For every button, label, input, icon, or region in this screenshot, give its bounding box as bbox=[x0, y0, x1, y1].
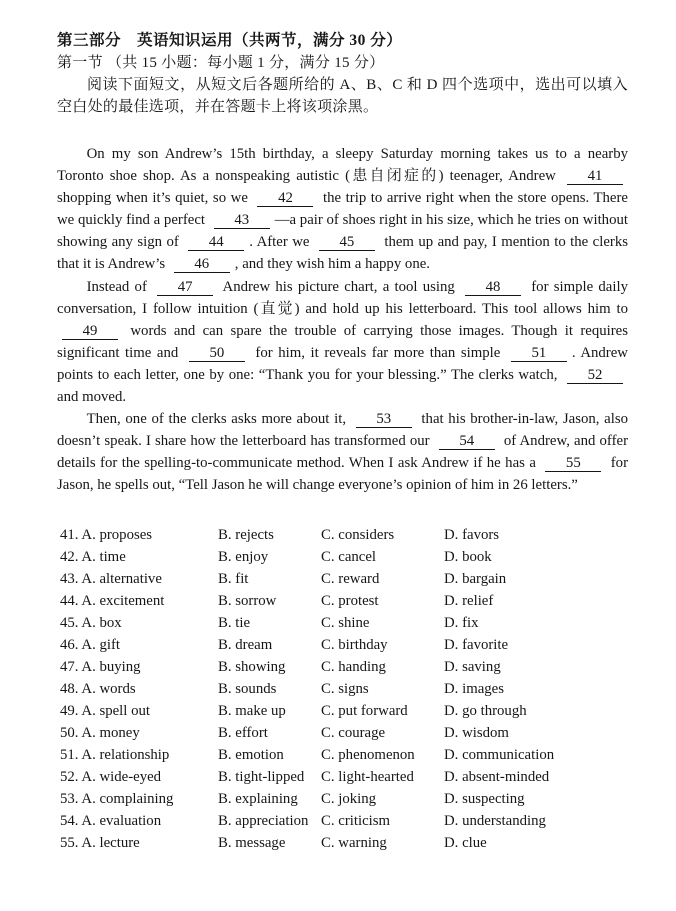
option-52-B: B. tight-lipped bbox=[218, 768, 305, 785]
blank-50: 50 bbox=[189, 345, 245, 362]
option-47-A: 47. A. buying bbox=[60, 658, 141, 675]
option-43-B: B. fit bbox=[218, 570, 249, 587]
option-45-D: D. fix bbox=[444, 614, 479, 631]
option-45-B: B. tie bbox=[218, 614, 251, 631]
question-row-46 bbox=[60, 634, 628, 656]
question-row-55 bbox=[60, 832, 628, 854]
option-49-C: C. put forward bbox=[321, 702, 408, 719]
question-row-52 bbox=[60, 766, 628, 788]
blank-49: 49 bbox=[62, 323, 118, 340]
option-43-D: D. bargain bbox=[444, 570, 507, 587]
option-41-D: D. favors bbox=[444, 526, 500, 543]
option-52-D: D. absent-minded bbox=[444, 768, 550, 785]
option-42-C: C. cancel bbox=[321, 548, 377, 565]
option-55-A: 55. A. lecture bbox=[60, 834, 140, 851]
option-50-B: B. effort bbox=[218, 724, 268, 741]
option-45-A: 45. A. box bbox=[60, 614, 122, 631]
blank-53: 53 bbox=[356, 411, 412, 428]
option-44-D: D. relief bbox=[444, 592, 494, 609]
option-46-B: B. dream bbox=[218, 636, 273, 653]
part-heading: 第三部分 英语知识运用（共两节，满分 30 分） bbox=[57, 32, 403, 49]
option-49-D: D. go through bbox=[444, 702, 527, 719]
option-48-B: B. sounds bbox=[218, 680, 277, 697]
passage bbox=[57, 143, 628, 497]
blank-46: 46 bbox=[174, 256, 230, 273]
option-55-D: D. clue bbox=[444, 834, 487, 851]
option-46-C: C. birthday bbox=[321, 636, 388, 653]
option-53-A: 53. A. complaining bbox=[60, 790, 174, 807]
blank-42: 42 bbox=[257, 190, 313, 207]
option-51-A: 51. A. relationship bbox=[60, 746, 170, 763]
question-row-45 bbox=[60, 612, 628, 634]
option-43-C: C. reward bbox=[321, 570, 380, 587]
option-50-A: 50. A. money bbox=[60, 724, 140, 741]
option-41-A: 41. A. proposes bbox=[60, 526, 153, 543]
question-row-44 bbox=[60, 590, 628, 612]
option-51-B: B. emotion bbox=[218, 746, 284, 763]
option-42-A: 42. A. time bbox=[60, 548, 126, 565]
option-53-D: D. suspecting bbox=[444, 790, 525, 807]
option-42-B: B. enjoy bbox=[218, 548, 269, 565]
option-45-C: C. shine bbox=[321, 614, 370, 631]
blank-51: 51 bbox=[511, 345, 567, 362]
blank-54: 54 bbox=[439, 433, 495, 450]
blank-43: 43 bbox=[214, 212, 270, 229]
option-47-D: D. saving bbox=[444, 658, 501, 675]
option-41-C: C. considers bbox=[321, 526, 395, 543]
option-52-A: 52. A. wide-eyed bbox=[60, 768, 162, 785]
blank-45: 45 bbox=[319, 234, 375, 251]
option-46-D: D. favorite bbox=[444, 636, 509, 653]
option-48-C: C. signs bbox=[321, 680, 369, 697]
option-53-B: B. explaining bbox=[218, 790, 298, 807]
option-54-A: 54. A. evaluation bbox=[60, 812, 162, 829]
option-44-B: B. sorrow bbox=[218, 592, 277, 609]
option-47-B: B. showing bbox=[218, 658, 286, 675]
section-heading: 第一节 （共 15 小题：每小题 1 分，满分 15 分） bbox=[57, 55, 385, 71]
option-47-C: C. handing bbox=[321, 658, 386, 675]
blank-55: 55 bbox=[545, 455, 601, 472]
option-54-B: B. appreciation bbox=[218, 812, 309, 829]
option-44-C: C. protest bbox=[321, 592, 379, 609]
passage-paragraph: Then, one of the clerks asks more about it, 53 that his brother-in-law, Jason, also doesn’t speak. I share how the letterboard has transformed our 54 of Andrew, and offer details for the spelling-to-communicate method. When I ask Andrew if he has a 55 for Jason, he spells out, “Tell Jason he will change everyone’s opinion of him in 26 letters.” bbox=[57, 411, 629, 494]
option-54-D: D. understanding bbox=[444, 812, 546, 829]
passage-paragraph: Instead of 47 Andrew his picture chart, a tool using 48 for simple daily conversation, I follow intuition (直觉) and hold up his letterboard. This tool allows him to 49 words and can spare the trouble of carrying those images. Though it requires significant time and 50 for him, it reveals far more than simple 51 . Andrew points to each letter, one by one: “Thank you for your blessing.” The clerks watch, 52 and moved. bbox=[57, 278, 628, 406]
blank-47: 47 bbox=[157, 279, 213, 296]
option-53-C: C. joking bbox=[321, 790, 377, 807]
blank-52: 52 bbox=[567, 367, 623, 384]
option-54-C: C. criticism bbox=[321, 812, 391, 829]
option-51-C: C. phenomenon bbox=[321, 746, 415, 763]
question-row-43 bbox=[60, 568, 628, 590]
option-41-B: B. rejects bbox=[218, 526, 274, 543]
blank-48: 48 bbox=[465, 279, 521, 296]
option-49-A: 49. A. spell out bbox=[60, 702, 151, 719]
blank-41: 41 bbox=[567, 168, 623, 185]
option-44-A: 44. A. excitement bbox=[60, 592, 165, 609]
option-52-C: C. light-hearted bbox=[321, 768, 414, 785]
question-row-48 bbox=[60, 678, 628, 700]
option-51-D: D. communication bbox=[444, 746, 555, 763]
option-48-A: 48. A. words bbox=[60, 680, 136, 697]
option-50-D: D. wisdom bbox=[444, 724, 509, 741]
question-row-42 bbox=[60, 546, 628, 568]
option-55-B: B. message bbox=[218, 834, 286, 851]
option-46-A: 46. A. gift bbox=[60, 636, 121, 653]
question-row-53 bbox=[60, 788, 628, 810]
options-list bbox=[57, 524, 628, 854]
question-row-54 bbox=[60, 810, 628, 832]
passage-paragraph: On my son Andrew’s 15th birthday, a sleepy Saturday morning takes us to a nearby Toronto shoe shop. As a nonspeaking autistic (患自闭症的) teenager, Andrew 41 shopping when it’s quiet, so we 42 the trip to arrive right when the store opens. There we quickly find a perfect 43 —a pair of shoes right in his size, which he tries on without showing any sign of 44 . After we 45 them up and pay, I mention to the clerks that it is Andrew’s 46 , and they wish him a happy one. bbox=[57, 146, 628, 273]
option-48-D: D. images bbox=[444, 680, 504, 697]
question-row-49 bbox=[60, 700, 628, 722]
option-42-D: D. book bbox=[444, 548, 492, 565]
instructions-text: 阅读下面短文，从短文后各题所给的 A、B、C 和 D 四个选项中，选出可以填入空白处的最佳选项，并在答题卡上将该项涂黑。 bbox=[57, 77, 628, 115]
question-row-51 bbox=[60, 744, 628, 766]
option-55-C: C. warning bbox=[321, 834, 387, 851]
blank-44: 44 bbox=[188, 234, 244, 251]
option-43-A: 43. A. alternative bbox=[60, 570, 162, 587]
question-row-41 bbox=[60, 524, 628, 546]
question-row-50 bbox=[60, 722, 628, 744]
option-49-B: B. make up bbox=[218, 702, 286, 719]
question-row-47 bbox=[60, 656, 628, 678]
option-50-C: C. courage bbox=[321, 724, 386, 741]
